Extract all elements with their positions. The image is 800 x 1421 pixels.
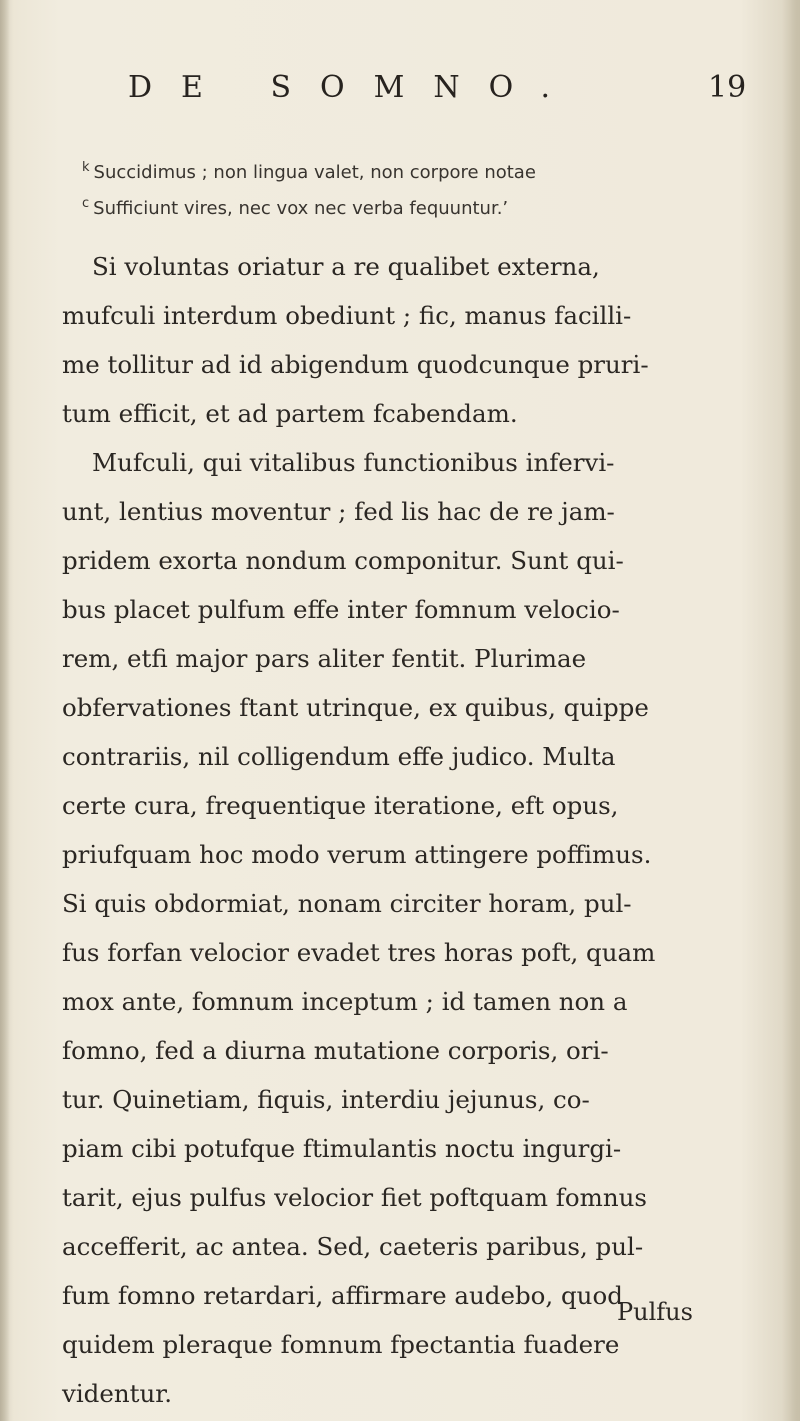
- quotation-text: Sufficiunt vires, nec vox nec verba fequuntur.’: [93, 198, 509, 219]
- text-line: priufquam hoc modo verum attingere poffimus.: [62, 840, 652, 869]
- quotation-mark: k: [82, 160, 90, 175]
- text-line: quidem pleraque fomnum fpectantia fuadere: [62, 1330, 620, 1359]
- text-line: tur. Quinetiam, fiquis, interdiu jejunus, co-: [62, 1085, 590, 1114]
- running-head-title: DE SOMNO.: [128, 70, 579, 105]
- text-line: piam cibi potufque ftimulantis noctu ingurgi-: [62, 1134, 622, 1163]
- text-line: obfervationes ftant utrinque, ex quibus, quippe: [62, 693, 649, 722]
- page-number: 19: [708, 70, 747, 105]
- quotation-line: [82, 186, 742, 222]
- running-head: [0, 70, 800, 110]
- text-line: videntur.: [62, 1379, 173, 1408]
- text-line: Si quis obdormiat, nonam circiter horam, pul-: [62, 889, 632, 918]
- text-line: tum efficit, et ad partem fcabendam.: [62, 399, 518, 428]
- text-line: bus placet pulfum effe inter fomnum velocio-: [62, 595, 620, 624]
- quotation-line: [82, 150, 742, 186]
- text-line: mufculi interdum obediunt ; fic, manus facilli-: [62, 301, 632, 330]
- page-edge-shadow: [782, 0, 800, 1421]
- text-line: certe cura, frequentique iteratione, eft opus,: [62, 791, 619, 820]
- text-line: fomno, fed a diurna mutatione corporis, ori-: [62, 1036, 609, 1065]
- text-line: contrariis, nil colligendum effe judico. Multa: [62, 742, 616, 771]
- text-line: accefferit, ac antea. Sed, caeteris paribus, pul-: [62, 1232, 644, 1261]
- text-line: me tollitur ad id abigendum quodcunque pruri-: [62, 350, 649, 379]
- catchword: Pulfus: [617, 1298, 693, 1326]
- text-line: Si voluntas oriatur a re qualibet externa,: [92, 252, 600, 281]
- quotation-text: Succidimus ; non lingua valet, non corpore notae: [93, 162, 536, 183]
- text-line: unt, lentius moventur ; fed lis hac de re jam-: [62, 497, 615, 526]
- binding-shadow: [0, 0, 10, 1421]
- text-line: fus forfan velocior evadet tres horas poft, quam: [62, 938, 656, 967]
- text-line: fum fomno retardari, affirmare audebo, quod: [62, 1281, 623, 1310]
- text-line: tarit, ejus pulfus velocior fiet poftquam fomnus: [62, 1183, 647, 1212]
- body-text: [62, 242, 742, 1418]
- text-line: pridem exorta nondum componitur. Sunt qui-: [62, 546, 624, 575]
- text-line: rem, etfi major pars aliter fentit. Plurimae: [62, 644, 587, 673]
- text-line: mox ante, fomnum inceptum ; id tamen non a: [62, 987, 628, 1016]
- text-line: Mufculi, qui vitalibus functionibus infervi-: [92, 448, 615, 477]
- footnote-quotation: [82, 150, 742, 222]
- quotation-mark: c: [82, 196, 90, 211]
